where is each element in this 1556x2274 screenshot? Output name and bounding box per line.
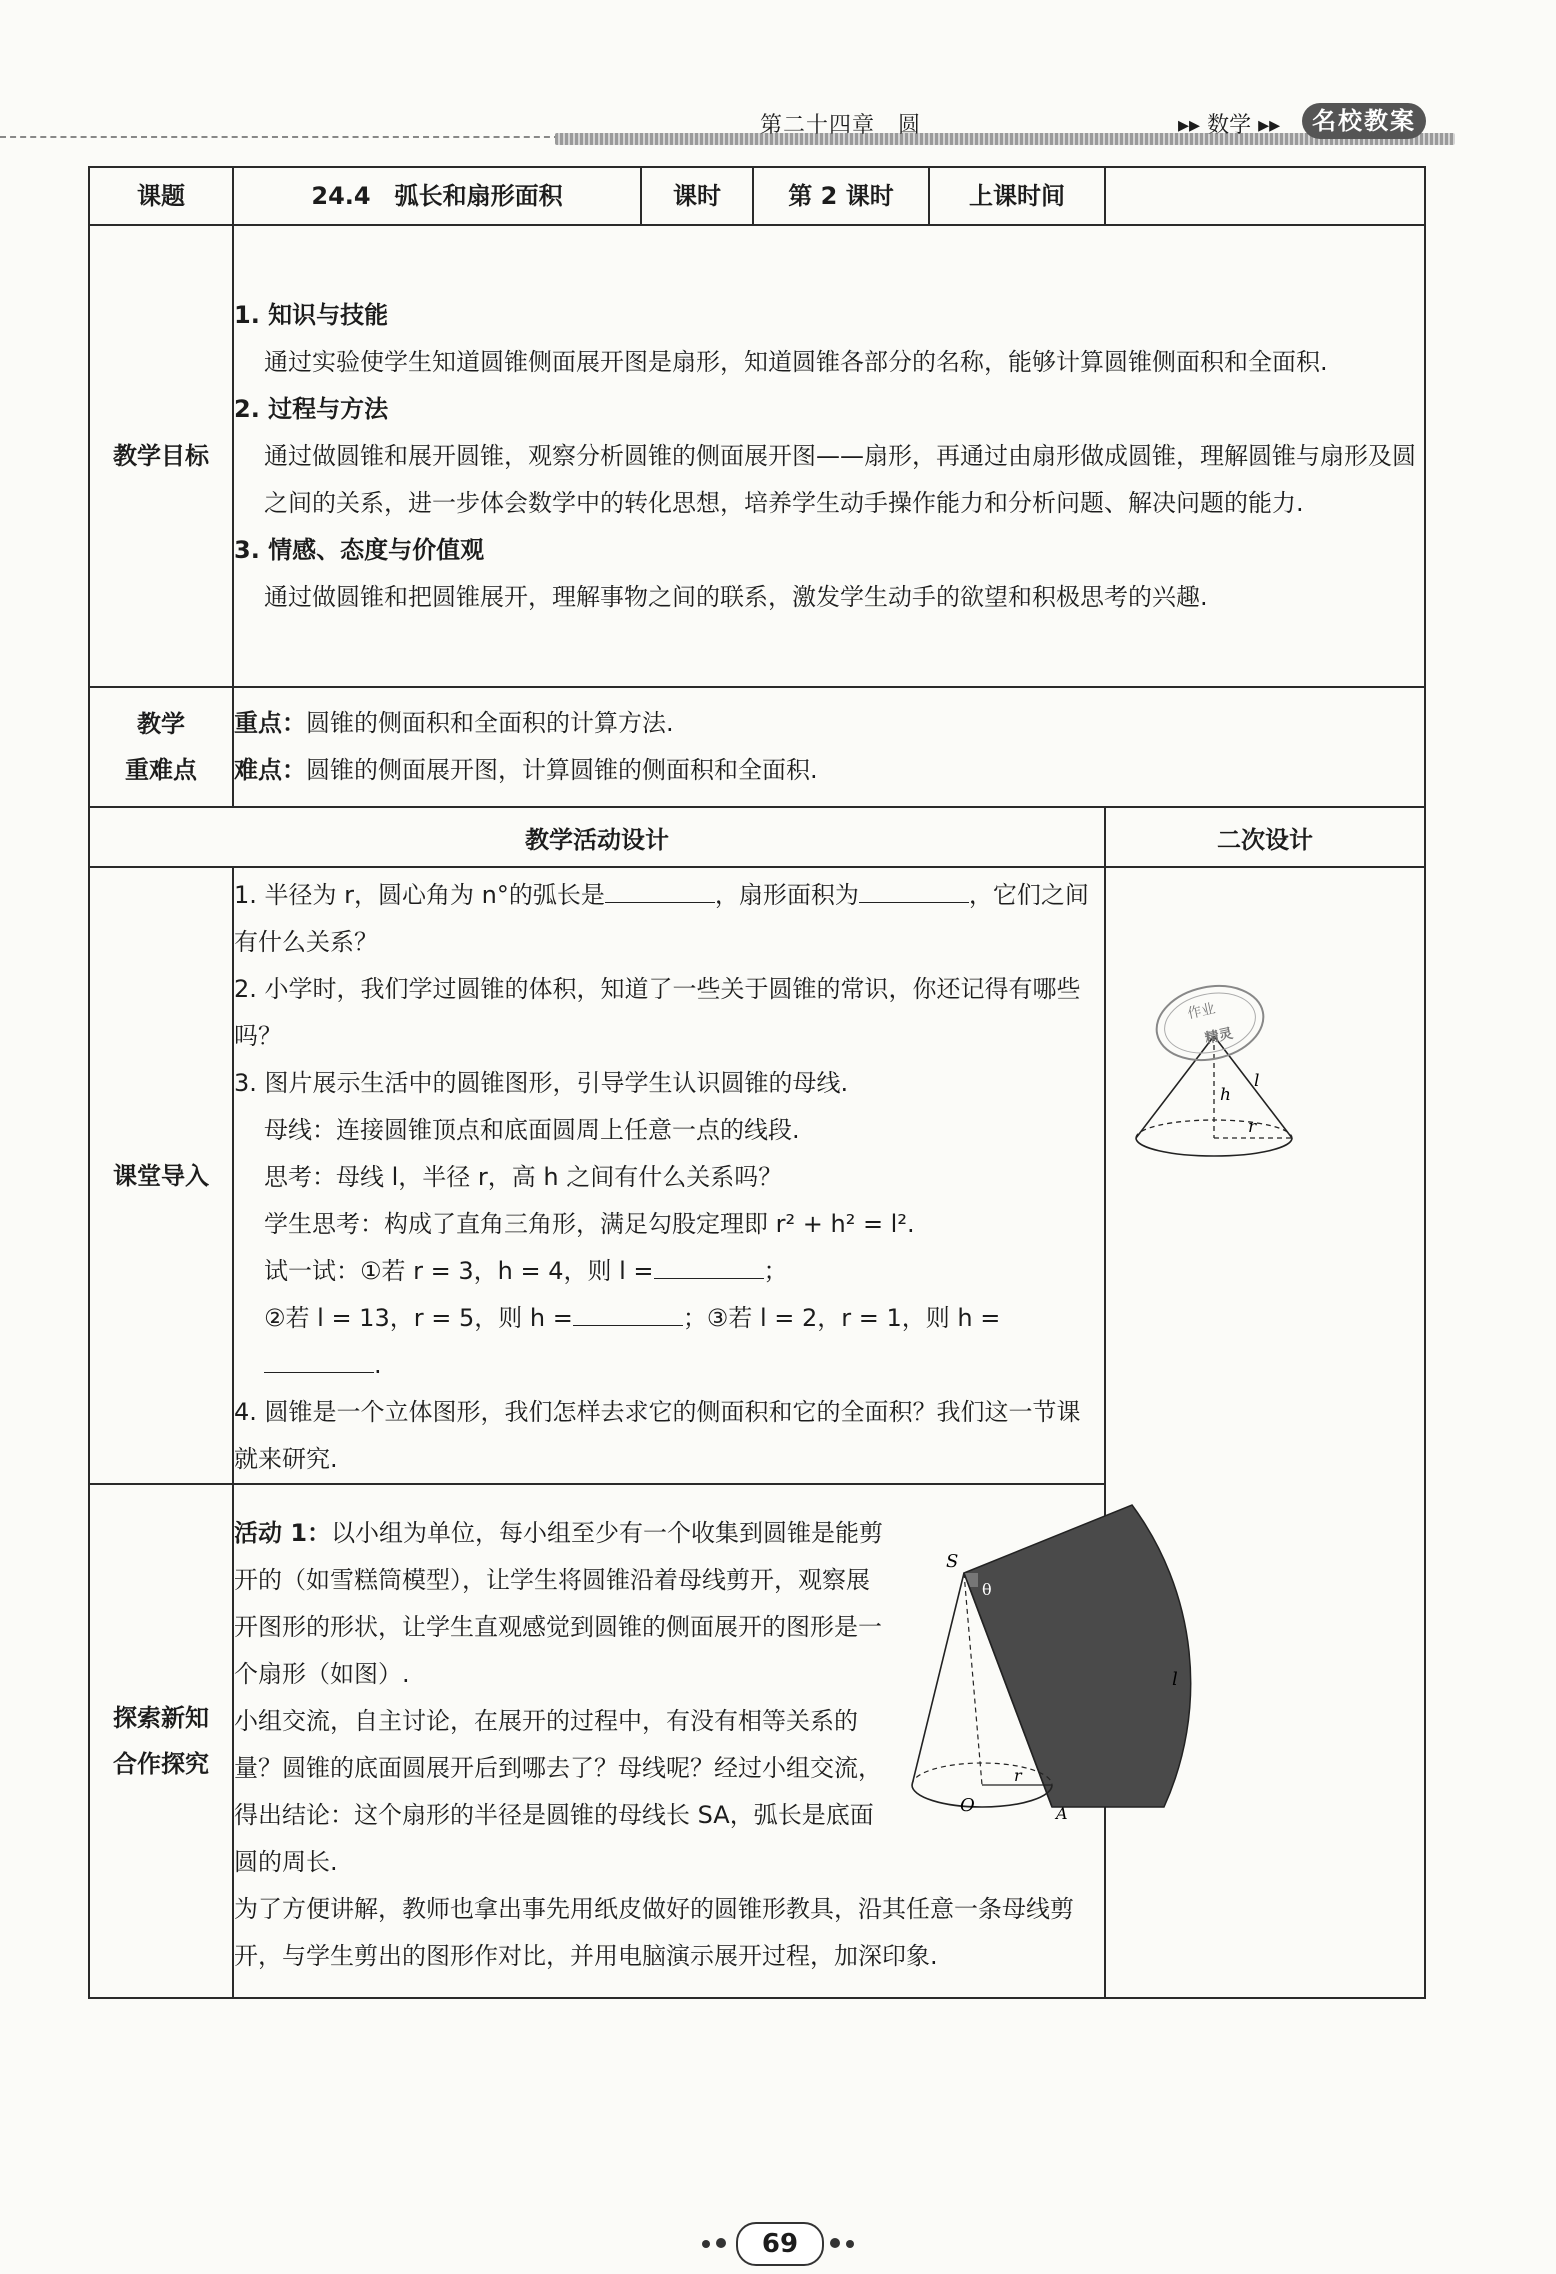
difficulty-text: 圆锥的侧面展开图，计算圆锥的侧面积和全面积. xyxy=(306,756,818,784)
explore-label-line1: 探索新知 xyxy=(113,1704,209,1732)
lesson-info-row xyxy=(89,167,1425,225)
header-dash-line xyxy=(0,136,560,138)
intro-try-2 xyxy=(234,1295,1092,1389)
activity-header-row xyxy=(89,807,1425,867)
page-dot-icon xyxy=(846,2240,854,2248)
intro-q4: 4. 圆锥是一个立体图形，我们怎样去求它的侧面积和它的全面积？我们这一节课就来研究. xyxy=(234,1398,1081,1473)
answer-blank xyxy=(654,1248,764,1279)
explore-p3: 为了方便讲解，教师也拿出事先用纸皮做好的圆锥形教具，沿其任意一条母线剪开，与学生剪出的图形作对比，并用电脑演示展开过程，加深印象. xyxy=(234,1895,1074,1970)
key-points-label-line1: 教学 xyxy=(137,710,185,738)
intro-try-1 xyxy=(234,1248,1092,1295)
explore-label xyxy=(89,1484,233,1998)
stamp-line-2: 精灵 xyxy=(1203,1025,1235,1048)
objective-text: 通过做圆锥和展开圆锥，观察分析圆锥的侧面展开图——扇形，再通过由扇形做成圆锥，理解圆锥与扇形及圆之间的关系，进一步体会数学中的转化思想，培养学生动手操作能力和分析问题、解决问题的能力. xyxy=(264,441,1416,517)
intro-row xyxy=(89,867,1425,1484)
net-label-A: A xyxy=(1056,1804,1068,1823)
cone-net-figure xyxy=(902,1495,1192,1835)
answer-blank xyxy=(573,1295,683,1326)
explore-p1-text: 以小组为单位，每小组至少有一个收集到圆锥是能剪开的（如雪糕筒模型），让学生将圆锥沿着母线剪开，观察展开图形的形状，让学生直观感觉到圆锥的侧面展开的图形是一个扇形（如图）. xyxy=(234,1519,884,1688)
try-a-text: 试一试：①若 r = 3，h = 4，则 l = xyxy=(264,1257,654,1285)
cone-label-r: r xyxy=(1248,1117,1257,1137)
intro-q1-a: 1. 半径为 r，圆心角为 n°的弧长是 xyxy=(234,881,605,909)
intro-answer: 学生思考：构成了直角三角形，满足勾股定理即 r² + h² = l². xyxy=(264,1210,915,1238)
try-b-text: ②若 l = 13，r = 5，则 h = xyxy=(264,1304,573,1332)
key-points-label xyxy=(89,687,233,807)
objective-title: 1. 知识与技能 xyxy=(234,300,389,329)
intro-q2: 2. 小学时，我们学过圆锥的体积，知道了一些关于圆锥的常识，你还记得有哪些吗？ xyxy=(234,975,1081,1050)
chapter-title: 第二十四章 圆 xyxy=(760,113,922,138)
net-label-O: O xyxy=(960,1795,975,1816)
page-header xyxy=(0,0,1556,150)
class-time-value xyxy=(1105,167,1425,225)
explore-p2: 小组交流，自主讨论，在展开的过程中，有没有相等关系的量？圆锥的底面圆展开后到哪去了？母线呢？经过小组交流，得出结论：这个扇形的半径是圆锥的母线长 SA，弧长是底面圆的周长. xyxy=(234,1707,882,1876)
key-points-content xyxy=(233,687,1425,807)
difficulty-label: 难点： xyxy=(234,756,306,784)
series-badge: 名校教案 xyxy=(1302,103,1426,139)
period-label: 课时 xyxy=(641,167,753,225)
net-label-l: l xyxy=(1172,1669,1178,1690)
intro-q1-b: ，扇形面积为 xyxy=(714,881,859,909)
net-label-r: r xyxy=(1014,1766,1022,1785)
activity-title: 活动 1： xyxy=(234,1519,332,1547)
answer-blank xyxy=(859,872,969,903)
explore-label-line2: 合作探究 xyxy=(113,1750,209,1778)
cone-label-l: l xyxy=(1254,1071,1260,1091)
net-label-theta: θ xyxy=(982,1580,992,1599)
intro-q3: 3. 图片展示生活中的圆锥图形，引导学生认识圆锥的母线. xyxy=(234,1069,849,1097)
page-number-badge xyxy=(688,2220,868,2270)
period-value: 第 2 课时 xyxy=(753,167,929,225)
page-number: 69 xyxy=(736,2222,824,2266)
objective-title: 2. 过程与方法 xyxy=(234,394,389,423)
cone-label-h: h xyxy=(1220,1085,1231,1105)
focus-text: 圆锥的侧面积和全面积的计算方法. xyxy=(306,709,674,737)
page-dot-icon xyxy=(716,2238,726,2248)
objectives-content xyxy=(233,225,1425,687)
intro-generatrix-def: 母线：连接圆锥顶点和底面圆周上任意一点的线段. xyxy=(264,1116,800,1144)
objective-text: 通过做圆锥和把圆锥展开，理解事物之间的联系，激发学生动手的欲望和积极思考的兴趣. xyxy=(264,582,1208,611)
subject-label: ▸▸ 数学 ▸▸ xyxy=(1178,113,1281,138)
activity-design-header: 教学活动设计 xyxy=(89,807,1105,867)
objectives-row xyxy=(89,225,1425,687)
objective-text: 通过实验使学生知道圆锥侧面展开图是扇形，知道圆锥各部分的名称，能够计算圆锥侧面积和全面积. xyxy=(264,347,1328,376)
objective-title: 3. 情感、态度与价值观 xyxy=(234,535,485,564)
key-points-label-line2: 重难点 xyxy=(125,756,197,784)
topic-value: 24.4 弧长和扇形面积 xyxy=(233,167,641,225)
answer-blank xyxy=(605,872,715,903)
intro-q1 xyxy=(234,872,1092,966)
key-points-row xyxy=(89,687,1425,807)
page-dot-icon xyxy=(830,2238,840,2248)
class-time-label: 上课时间 xyxy=(929,167,1105,225)
explore-text-wrap xyxy=(234,1510,884,1886)
second-design-header: 二次设计 xyxy=(1105,807,1425,867)
intro-label: 课堂导入 xyxy=(89,867,233,1484)
watermark-stamp xyxy=(1150,978,1270,1068)
try-a-end: ； xyxy=(763,1257,788,1285)
try-c-text: ；③若 l = 2，r = 1，则 h = xyxy=(682,1304,1001,1332)
answer-blank xyxy=(264,1342,374,1373)
focus-line xyxy=(234,700,1424,747)
explore-p1 xyxy=(234,1510,884,1698)
intro-q1-c: ，它们之间有什么关系？ xyxy=(234,881,1089,956)
lesson-plan-table xyxy=(88,166,1426,1999)
difficulty-line xyxy=(234,747,1424,794)
topic-label: 课题 xyxy=(89,167,233,225)
stamp-line-1: 作业 xyxy=(1186,1000,1217,1023)
explore-content xyxy=(233,1484,1178,1998)
page-dot-icon xyxy=(702,2240,710,2248)
try-c-end: . xyxy=(374,1351,382,1379)
focus-label: 重点： xyxy=(234,709,306,737)
net-label-S: S xyxy=(946,1551,959,1572)
objectives-label: 教学目标 xyxy=(89,225,233,687)
intro-think: 思考：母线 l，半径 r，高 h 之间有什么关系吗？ xyxy=(264,1163,783,1191)
